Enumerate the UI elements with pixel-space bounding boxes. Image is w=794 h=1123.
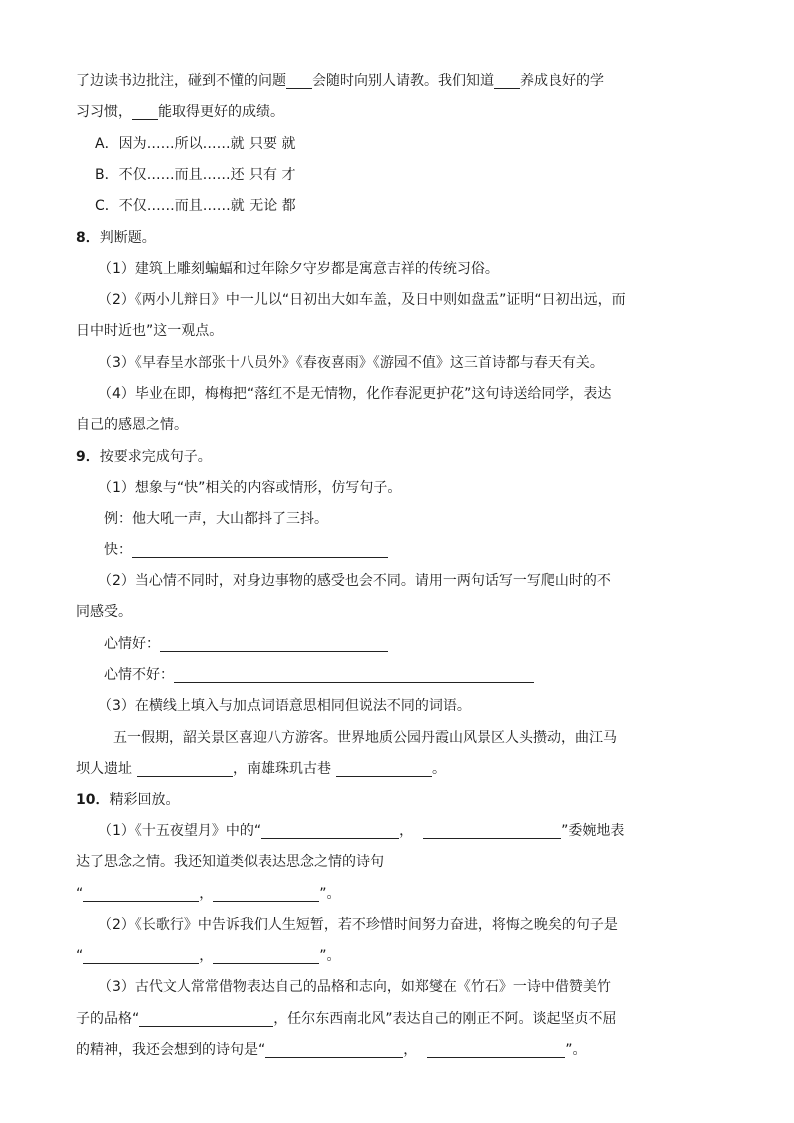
poem-text: （1）《十五夜望月》中的“ <box>98 823 262 839</box>
poem-text: ， <box>199 886 214 902</box>
question-number: 9． <box>76 449 100 465</box>
answer-blank[interactable] <box>286 73 312 89</box>
quote-mark: ”。 <box>319 886 341 902</box>
poem-text: 子的品格“ <box>76 1011 140 1027</box>
answer-blank[interactable] <box>83 886 199 902</box>
q7-option-a[interactable]: A．因为……所以……就 只要 就 <box>95 136 296 152</box>
question-title: 按要求完成句子。 <box>99 449 212 465</box>
answer-blank[interactable] <box>213 886 319 902</box>
q9-part-3: （3）在横线上填入与加点词语意思相同但说法不同的词语。 <box>98 698 471 714</box>
q7-line-1 <box>76 71 604 91</box>
q10-part-1-answer <box>76 884 341 904</box>
answer-blank[interactable] <box>137 761 233 777</box>
bad-mood-label: 心情不好： <box>104 667 174 683</box>
q9-part-2: （2）当心情不同时，对身边事物的感受也会不同。请用一两句话写一写爬山时的不 <box>98 573 611 589</box>
q10-part-3: （3）古代文人常常借物表达自己的品格和志向，如郑燮在《竹石》一诗中借赞美竹 <box>98 979 611 995</box>
q7-text: 能取得更好的成绩。 <box>158 104 284 120</box>
poem-text: ， <box>199 948 214 964</box>
q8-item-4: （4）毕业在即，梅梅把“落红不是无情物，化作春泥更护花”这句诗送给同学，表达 <box>98 386 612 402</box>
answer-blank[interactable] <box>83 948 199 964</box>
q8-item-2-cont: 日中时近也”这一观点。 <box>76 323 224 339</box>
quote-mark: “ <box>76 948 84 964</box>
q9-passage-1: 五一假期，韶关景区喜迎八方游客。世界地质公园丹霞山风景区人头攒动，曲江马 <box>113 730 617 746</box>
fast-answer-line[interactable] <box>132 542 388 558</box>
passage-text: ，南雄珠玑古巷 <box>233 761 331 777</box>
q9-part-2-cont: 同感受。 <box>76 604 132 620</box>
q10-part-3-answer <box>76 1040 587 1060</box>
passage-text: 坝人遗址 <box>76 761 132 777</box>
q7-option-b[interactable]: B．不仅……而且……还 只有 才 <box>95 167 296 183</box>
quote-mark: “ <box>76 886 84 902</box>
q7-text: 会随时向别人请教。我们知道 <box>312 73 494 89</box>
q10-heading <box>76 790 179 810</box>
q7-text: 了边读书边批注，碰到不懂的问题 <box>76 73 286 89</box>
answer-blank[interactable] <box>336 761 432 777</box>
q10-part-1-cont: 达了思念之情。我还知道类似表达思念之情的诗句 <box>76 854 384 870</box>
q7-text: 养成良好的学 <box>520 73 604 89</box>
q8-item-1: （1）建筑上雕刻蝙蝠和过年除夕守岁都是寓意吉祥的传统习俗。 <box>98 261 499 277</box>
q7-option-c[interactable]: C．不仅……而且……就 无论 都 <box>95 198 296 214</box>
answer-blank[interactable] <box>132 104 158 120</box>
answer-blank[interactable] <box>494 73 520 89</box>
good-mood-label: 心情好： <box>104 636 160 652</box>
q8-heading <box>76 228 156 248</box>
answer-blank[interactable] <box>265 1042 403 1058</box>
q9-part-1: （1）想象与“快”相关的内容或情形，仿写句子。 <box>98 480 402 496</box>
question-title: 精彩回放。 <box>109 792 180 808</box>
answer-blank[interactable] <box>213 948 319 964</box>
poem-text: 的精神，我还会想到的诗句是“ <box>76 1042 266 1058</box>
q8-item-4-cont: 自己的感恩之情。 <box>76 417 188 433</box>
poem-text: ， <box>403 1042 418 1058</box>
q9-example: 例：他大吼一声，大山都抖了三抖。 <box>104 511 328 527</box>
q8-item-2: （2）《两小儿辩日》中一儿以“日初出大如车盖，及日中则如盘盂”证明“日初出远，而 <box>98 292 626 308</box>
q9-good-mood-line <box>104 634 388 654</box>
poem-text: ，任尔东西南北风”表达自己的刚正不阿。谈起坚贞不屈 <box>273 1011 617 1027</box>
q9-fast-line <box>104 540 388 560</box>
question-title: 判断题。 <box>99 230 156 246</box>
q9-bad-mood-line <box>104 665 534 685</box>
q9-heading <box>76 447 212 467</box>
good-mood-answer-line[interactable] <box>160 636 388 652</box>
q10-part-3-cont <box>76 1009 617 1029</box>
poem-text: ”委婉地表 <box>561 823 625 839</box>
q10-part-1 <box>98 821 624 841</box>
question-number: 8． <box>76 230 100 246</box>
q9-passage-2 <box>76 759 446 779</box>
quote-mark: ”。 <box>319 948 341 964</box>
q7-text: 习习惯， <box>76 104 132 120</box>
passage-text: 。 <box>432 761 446 777</box>
q7-line-2 <box>76 102 284 122</box>
q10-part-2: （2）《长歌行》中告诉我们人生短暂，若不珍惜时间努力奋进，将悔之晚矣的句子是 <box>98 917 618 933</box>
question-number: 10． <box>76 792 110 808</box>
bad-mood-answer-line[interactable] <box>174 667 534 683</box>
answer-blank[interactable] <box>139 1011 273 1027</box>
answer-blank[interactable] <box>261 823 399 839</box>
answer-blank[interactable] <box>427 1042 565 1058</box>
fast-label: 快： <box>104 542 132 558</box>
q8-item-3: （3）《早春呈水部张十八员外》《春夜喜雨》《游园不值》这三首诗都与春天有关。 <box>98 355 604 371</box>
poem-text: ， <box>399 823 414 839</box>
q10-part-2-answer <box>76 946 341 966</box>
answer-blank[interactable] <box>423 823 561 839</box>
quote-mark: ”。 <box>565 1042 587 1058</box>
